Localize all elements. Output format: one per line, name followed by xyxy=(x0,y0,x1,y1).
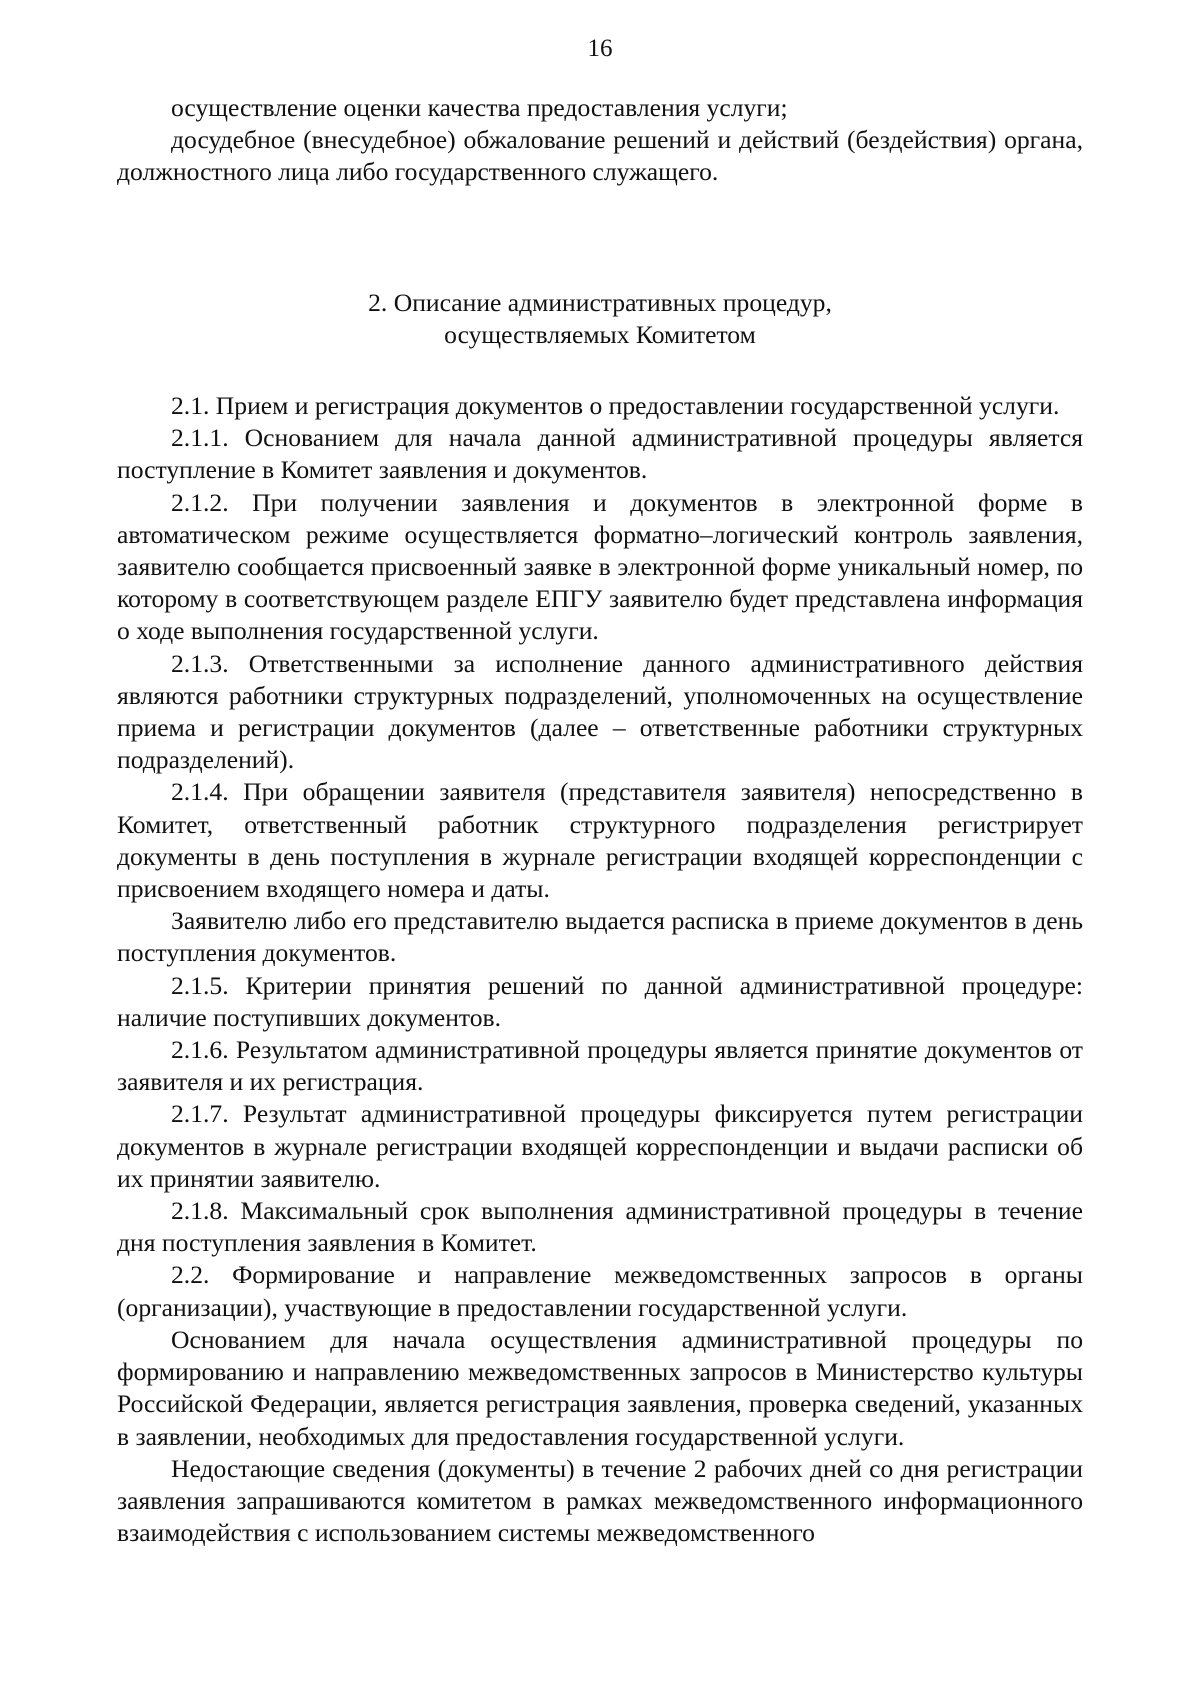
paragraph: 2.1. Прием и регистрация документов о предоставлении государственной услуги. xyxy=(171,391,1060,420)
paragraph: Заявителю либо его представителю выдается расписка в приеме документов в день поступления документов. xyxy=(117,906,1083,968)
paragraph: Основанием для начала осуществления административной процедуры по формированию и направлению межведомственных запросов в Министерство культуры Российской Федерации, является регистрация заявления, проверка сведений, указанных в заявлении, необходимых для предоставления государственной услуги. xyxy=(117,1324,1083,1451)
paragraph: Недостающие сведения (документы) в течение 2 рабочих дней со дня регистрации заявления запрашиваются комитетом в рамках межведомственного информационного взаимодействия с использованием системы межведомственного xyxy=(117,1453,1083,1548)
paragraph: 2.1.1. Основанием для начала данной административной процедуры является поступление в Комитет заявления и документов. xyxy=(117,423,1083,485)
paragraph: 2.1.4. При обращении заявителя (представителя заявителя) непосредственно в Комитет, ответственный работник структурного подразделения регистрирует документы в день поступления в журнале регистрации входящей корреспонденции с присвоением входящего номера и даты. xyxy=(117,777,1083,904)
paragraph: 2.1.5. Критерии принятия решений по данной административной процедуре: наличие поступивших документов. xyxy=(117,970,1083,1032)
section-heading-line: осуществляемых Комитетом xyxy=(444,320,756,350)
paragraph: осуществление оценки качества предоставления услуги; xyxy=(171,93,788,122)
paragraph: 2.1.7. Результат административной процедуры фиксируется путем регистрации документов в журнале регистрации входящей корреспонденции и выдачи расписки об их принятии заявителю. xyxy=(117,1099,1083,1193)
paragraph: 2.1.8. Максимальный срок выполнения административной процедуры в течение дня поступления заявления в Комитет. xyxy=(117,1196,1083,1258)
paragraph: 2.2. Формирование и направление межведомственных запросов в органы (организации), участвующие в предоставлении государственной услуги. xyxy=(117,1260,1083,1322)
paragraph: досудебное (внесудебное) обжалование решений и действий (бездействия) органа, должностного лица либо государственного служащего. xyxy=(117,125,1083,187)
section-heading xyxy=(0,287,1200,351)
intro-text-block xyxy=(117,92,1083,189)
paragraph: 2.1.2. При получении заявления и документов в электронной форме в автоматическом режиме осуществляется форматно–логический контроль заявления, заявителю сообщается присвоенный заявке в электронной форме уникальный номер, по которому в соответствующем разделе ЕПГУ заявителю будет представлена информация о ходе выполнения государственной услуги. xyxy=(117,487,1083,646)
paragraph: 2.1.3. Ответственными за исполнение данного административного действия являются работники структурных подразделений, уполномоченных на осуществление приема и регистрации документов (далее – ответственные работники структурных подразделений). xyxy=(117,648,1083,775)
section-body xyxy=(117,390,1083,1549)
section-heading-line: 2. Описание административных процедур, xyxy=(368,288,832,317)
page-number: 16 xyxy=(587,35,613,62)
paragraph: 2.1.6. Результатом административной процедуры является принятие документов от заявителя и их регистрация. xyxy=(117,1035,1083,1097)
